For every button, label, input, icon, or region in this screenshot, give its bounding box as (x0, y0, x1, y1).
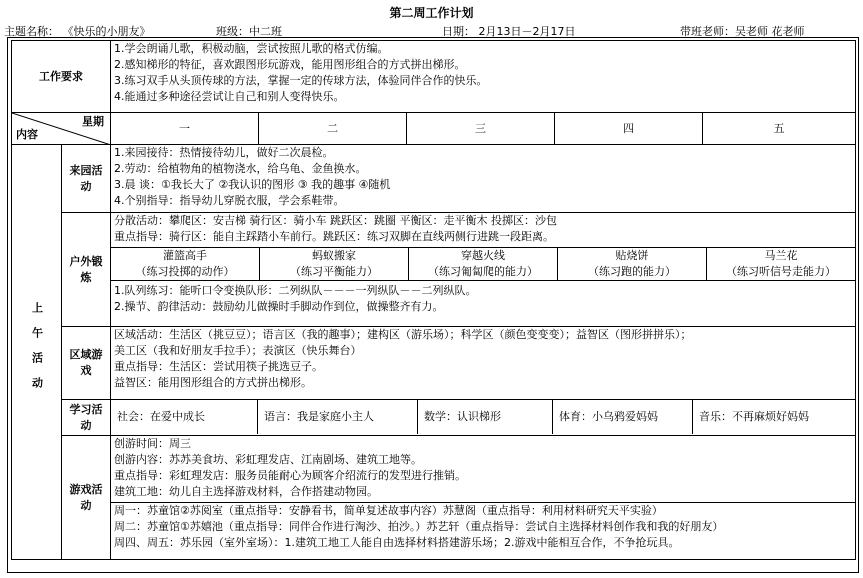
day-tuesday: 二 (259, 113, 407, 145)
requirement-item: 2.感知梯形的特征，喜欢跟图形玩游戏，能用图形组合的方式拼出梯形。 (114, 58, 466, 71)
day-friday: 五 (703, 113, 856, 145)
learning-row (12, 400, 856, 436)
area-line: 益智区：能用图形组合的方式拼出梯形。 (114, 376, 312, 389)
week-label: 星期 (82, 115, 104, 128)
game-cell (558, 248, 707, 280)
outdoor-label: 户外锻炼 (62, 213, 111, 327)
drill-line: 2.操节、韵律活动：鼓励幼儿做操时手脚动作到位，做操整齐有力。 (114, 300, 444, 313)
area-content (111, 327, 856, 400)
page-title: 第二周工作计划 (389, 6, 474, 20)
learning-content (111, 400, 856, 436)
game-goal: （练习跑的能力） (588, 265, 676, 278)
game-name: 蚂蚁搬家 (312, 249, 356, 262)
requirement-item: 3.练习双手从头顶传球的方法，掌握一定的传球方法，体验同伴合作的快乐。 (114, 74, 488, 87)
game-line: 建筑工地：幼儿自主选择游戏材料，合作搭建动物园。 (114, 485, 378, 498)
requirements-content (111, 41, 856, 113)
game-row (12, 436, 856, 560)
teachers: 带班老师：吴老师 花老师 (680, 25, 805, 38)
game-goal: （练习听信号走能力） (726, 265, 836, 278)
morning-label: 上午活动 (30, 302, 44, 402)
game-cell (260, 248, 409, 280)
outdoor-content (111, 213, 856, 327)
game-line: 重点指导：彩虹理发店：服务员能耐心为顾客介绍流行的发型进行推销。 (114, 469, 466, 482)
subject-pe: 体育：小乌鸦爱妈妈 (553, 400, 693, 434)
requirements-row (12, 41, 856, 113)
weekly-game-line: 周四、周五：苏乐园（室外室场）：1.建筑工地工人能自由选择材料搭建游乐场；2.游戏中能相互合作，不争抢玩具。 (114, 536, 680, 549)
arrival-content (111, 145, 856, 213)
theme-name: 主题名称： 《快乐的小朋友》 (4, 25, 151, 38)
game-name: 灌篮高手 (163, 249, 207, 262)
area-label: 区域游戏 (62, 327, 111, 400)
arrival-line: 4.个别指导：指导幼儿穿脱衣服，学会系鞋带。 (114, 194, 345, 207)
content-label: 内容 (16, 128, 38, 141)
game-goal: （练习匍匐爬的能力） (428, 265, 538, 278)
game-line: 创游时间：周三 (114, 437, 191, 450)
game-line: 创游内容：苏苏美食坊、彩虹理发店、江南剧场、建筑工地等。 (114, 453, 422, 466)
game-name: 贴烧饼 (615, 249, 649, 262)
day-wednesday: 三 (407, 113, 555, 145)
arrival-line: 3.晨 谈：①我长大了 ②我认识的图形 ③ 我的趣事 ④随机 (114, 178, 391, 191)
game-name: 马兰花 (764, 249, 798, 262)
drill-line: 1.队列练习：能听口令变换队形：二列纵队－－－一列纵队－－二列纵队。 (114, 284, 477, 297)
game-cell (409, 248, 558, 280)
requirement-item: 4.能通过多种途径尝试让自己和别人变得快乐。 (114, 90, 345, 103)
subject-social: 社会：在爱中成长 (111, 400, 258, 434)
game-cell (111, 248, 260, 280)
class-name: 班级：中二班 (216, 25, 282, 38)
date-range: 日期： 2月13日－2月17日 (442, 25, 576, 38)
weekly-game-line: 周二：苏童馆①苏嬉池（重点指导：同伴合作进行淘沙、拍沙。）苏艺轩（重点指导：尝试自主选择材料创作我和我的好朋友） (114, 520, 724, 533)
day-thursday: 四 (555, 113, 703, 145)
outdoor-games (111, 247, 855, 281)
weekday-row (12, 113, 856, 145)
subject-music: 音乐：不再麻烦好妈妈 (699, 410, 809, 423)
outdoor-row (12, 213, 856, 327)
game-goal: （练习平衡能力） (290, 265, 378, 278)
arrival-row (12, 145, 856, 213)
learning-label: 学习活动 (62, 400, 111, 436)
requirements-label: 工作要求 (12, 41, 111, 113)
weekly-games (111, 502, 855, 551)
requirement-item: 1.学会朗诵儿歌，积极动脑，尝试按照儿歌的格式仿编。 (114, 42, 389, 55)
game-cell (707, 248, 855, 280)
area-line: 重点指导：生活区：尝试用筷子挑选豆子。 (114, 360, 323, 373)
game-name: 穿越火线 (461, 249, 505, 262)
outdoor-line: 分散活动：攀爬区：安吉梯 骑行区：骑小车 跳跃区：跳圈 平衡区：走平衡木 投掷区：沙包 (114, 214, 557, 227)
arrival-label: 来园活动 (62, 145, 111, 213)
game-content (111, 436, 856, 560)
game-goal: （练习投掷的动作） (135, 265, 235, 278)
morning-label-cell (12, 145, 62, 560)
subject-language: 语言：我是家庭小主人 (258, 400, 418, 434)
area-line: 美工区（我和好朋友手拉手）；表演区（快乐舞台） (114, 344, 362, 357)
week-content-header (12, 113, 111, 145)
outdoor-line: 重点指导：骑行区：能自主踩踏小车前行。跳跃区：练习双脚在直线两侧行进跳一段距离。 (114, 230, 554, 243)
learning-subjects (111, 400, 855, 434)
arrival-line: 1.来园接待：热情接待幼儿，做好二次晨检。 (114, 146, 334, 159)
subject-math: 数学：认识梯形 (418, 400, 553, 434)
plan-table (11, 40, 856, 560)
weekly-game-line: 周一：苏童馆②苏阅室（重点指导：安静看书，简单复述故事内容）苏慧阁（重点指导：利用材料研究天平实验） (114, 504, 663, 517)
area-row (12, 327, 856, 400)
day-monday: 一 (111, 113, 259, 145)
game-label: 游戏活动 (62, 436, 111, 560)
arrival-line: 2.劳动：给植物角的植物浇水，给乌龟、金鱼换水。 (114, 162, 367, 175)
area-line: 区域活动：生活区（挑豆豆）；语言区（我的趣事）；建构区（游乐场）；科学区（颜色变变变）；益智区（图形拼拼乐）； (114, 328, 692, 341)
